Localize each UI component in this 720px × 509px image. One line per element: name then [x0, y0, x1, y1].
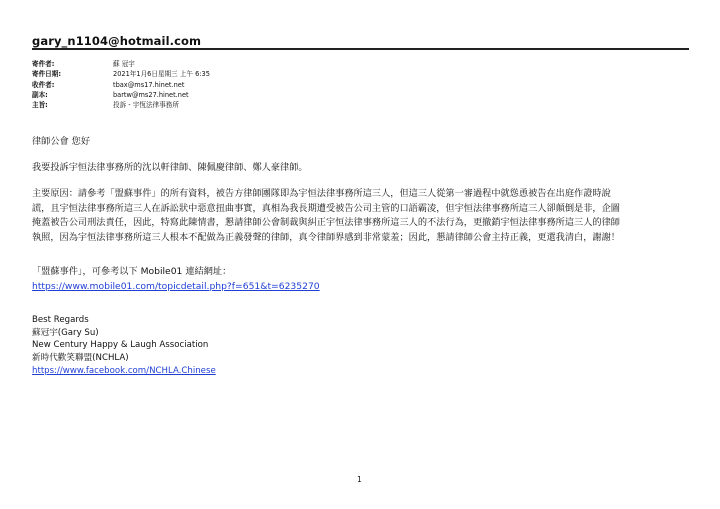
- header-row-cc: [32, 90, 210, 100]
- signature-name: 蘇冠宇(Gary Su): [32, 327, 99, 338]
- reference-text: 「盟蘇事件」，可參考以下 Mobile01 連結網址：: [32, 266, 232, 277]
- account-email: gary_n1104@hotmail.com: [32, 34, 202, 48]
- from-label: 寄件者:: [32, 60, 55, 68]
- header-row-to: [32, 80, 210, 90]
- signature-block: [32, 314, 216, 378]
- paragraph-line: 執照，因為宇恒法律事務所這三人根本不配做為正義發聲的律師，真令律師界感到非常蒙羞；因此，懇請律師公會主持正義，更還我清白，謝謝！: [32, 231, 620, 243]
- date-value: 2021年1月6日星期三 上午 6:35: [113, 70, 210, 79]
- paragraph-line: 主要原因：請參考「盟蘇事件」的所有資料，被告方律師團隊即為宇恒法律事務所這三人，但這三人從第一審過程中就慫恿被告在出庭作證時說: [32, 188, 611, 199]
- paragraph-line: 謊，且宇恒法律事務所這三人在訴訟狀中惡意扭曲事實，真相為我長期遭受被告公司主管的口語霸凌，但宇恒法律事務所這三人卻顛倒是非，企圖: [32, 202, 620, 214]
- cc-value: bartw@ms27.hinet.net: [113, 90, 189, 99]
- signature-org-en: New Century Happy & Laugh Association: [32, 340, 209, 351]
- header-row-subject: [32, 100, 210, 110]
- date-label: 寄件日期:: [32, 70, 62, 79]
- header-row-from: [32, 59, 210, 69]
- to-label: 收件者:: [32, 80, 55, 89]
- email-header: [32, 59, 210, 110]
- complaint-statement: 我要投訴宇恒法律事務所的沈以軒律師、陳佩慶律師、鄭人豪律師。: [32, 162, 308, 173]
- greeting: 律師公會 您好: [32, 136, 91, 147]
- header-row-date: [32, 69, 210, 79]
- facebook-link[interactable]: https://www.facebook.com/NCHLA.Chinese: [32, 365, 216, 376]
- cc-label: 副本:: [32, 90, 48, 99]
- header-divider: [32, 48, 689, 50]
- from-value: 蘇 冠宇: [113, 60, 135, 68]
- subject-label: 主旨:: [32, 101, 48, 110]
- mobile01-link[interactable]: https://www.mobile01.com/topicdetail.php?f=651&t=6235270: [32, 280, 320, 292]
- signature-org-zh: 新時代歡笑聯盟(NCHLA): [32, 353, 129, 364]
- page-number: 1: [357, 475, 362, 484]
- paragraph-line: 掩蓋被告公司刑法責任，因此，特寫此陳情書，懇請律師公會制裁與糾正宇恒法律事務所這三人的不法行為，更撤銷宇恒法律事務所這三人的律師: [32, 217, 620, 229]
- signature-regards: Best Regards: [32, 315, 89, 325]
- to-value: tbax@ms17.hinet.net: [113, 80, 185, 89]
- complaint-reason-paragraph: [32, 187, 692, 245]
- reference-block: [32, 265, 320, 294]
- subject-value: 投訴 - 宇恆法律事務所: [113, 101, 179, 110]
